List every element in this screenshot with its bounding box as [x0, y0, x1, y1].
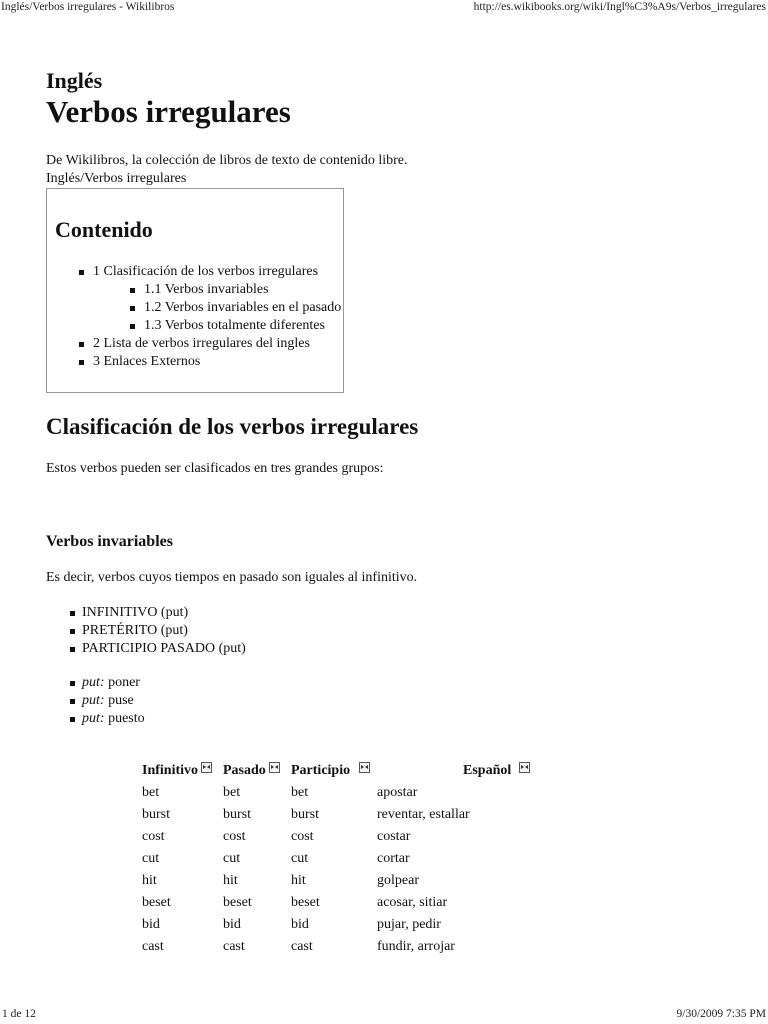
- table-cell: fundir, arrojar: [377, 939, 455, 954]
- list-item: PRETÉRITO (put): [70, 622, 246, 640]
- toc-item-1[interactable]: [79, 263, 341, 335]
- table-row: [142, 892, 547, 914]
- table-cell: cast: [142, 939, 164, 954]
- toc-list: [79, 263, 341, 371]
- document-title: Inglés/Verbos irregulares - Wikilibros: [1, 1, 175, 13]
- print-footer: [0, 1008, 768, 1024]
- table-row: [142, 848, 547, 870]
- sort-icon[interactable]: [269, 762, 280, 773]
- toc-title: Contenido: [55, 217, 153, 242]
- table-cell: burst: [291, 807, 319, 822]
- verb-forms-list: [70, 604, 246, 658]
- column-header-label: Participio: [291, 762, 351, 778]
- table-row: [142, 804, 547, 826]
- table-cell: acosar, sitiar: [377, 895, 448, 910]
- table-cell: bid: [142, 917, 160, 932]
- table-row: [142, 826, 547, 848]
- term: put:: [82, 711, 105, 726]
- table-cell: bid: [223, 917, 241, 932]
- section-intro: Estos verbos pueden ser clasificados en tres grandes grupos:: [46, 461, 384, 476]
- column-header-espanol[interactable]: [377, 758, 547, 782]
- toc-item-label[interactable]: 1.1 Verbos invariables: [144, 282, 269, 297]
- table-cell: beset: [142, 895, 171, 910]
- table-cell: burst: [223, 807, 251, 822]
- column-header-pasado[interactable]: [223, 758, 291, 782]
- term: put:: [82, 693, 105, 708]
- table-cell: cost: [142, 829, 165, 844]
- toc-item-3[interactable]: [79, 353, 341, 371]
- toc-item-label[interactable]: 1.3 Verbos totalmente diferentes: [144, 318, 325, 333]
- table-row: [142, 936, 547, 958]
- table-header-row: [142, 758, 547, 782]
- table-cell: apostar: [377, 785, 418, 800]
- list-item: [70, 692, 145, 710]
- list-item: [70, 710, 145, 728]
- translations-list: [70, 674, 145, 728]
- table-cell: reventar, estallar: [377, 807, 470, 822]
- column-header-label: Español: [463, 762, 512, 778]
- print-timestamp: 9/30/2009 7:35 PM: [676, 1008, 766, 1020]
- table-cell: hit: [223, 873, 238, 888]
- table-cell: cost: [291, 829, 314, 844]
- toc-item-label[interactable]: 3 Enlaces Externos: [93, 354, 201, 369]
- toc-item-1-1[interactable]: [130, 281, 341, 299]
- table-cell: cast: [223, 939, 245, 954]
- meaning: poner: [104, 675, 140, 690]
- table-cell: bid: [291, 917, 309, 932]
- table-cell: cast: [291, 939, 313, 954]
- table-cell: pujar, pedir: [377, 917, 441, 932]
- meaning: puse: [104, 693, 134, 708]
- table-cell: golpear: [377, 873, 419, 888]
- table-cell: cut: [142, 851, 160, 866]
- table-cell: costar: [377, 829, 411, 844]
- column-header-label: Infinitivo: [142, 762, 199, 778]
- table-cell: cost: [223, 829, 246, 844]
- table-cell: hit: [291, 873, 306, 888]
- toc-item-2[interactable]: [79, 335, 341, 353]
- list-item: PARTICIPIO PASADO (put): [70, 640, 246, 658]
- term: put:: [82, 675, 105, 690]
- site-sub-text: De Wikilibros, la colección de libros de texto de contenido libre.: [46, 153, 408, 168]
- table-cell: cut: [223, 851, 241, 866]
- table-cell: cortar: [377, 851, 410, 866]
- toc-item-1-3[interactable]: [130, 317, 341, 335]
- verbs-table: [142, 758, 547, 958]
- table-row: [142, 782, 547, 804]
- meaning: puesto: [104, 711, 145, 726]
- site-subtitle: [46, 152, 408, 188]
- column-header-infinitivo[interactable]: [142, 758, 223, 782]
- toc-item-1-2[interactable]: [130, 299, 341, 317]
- toc-item-label[interactable]: 1 Clasificación de los verbos irregulares: [93, 264, 319, 279]
- sort-icon[interactable]: [201, 762, 212, 773]
- table-cell: bet: [142, 785, 160, 800]
- toc-item-label[interactable]: 1.2 Verbos invariables en el pasado: [144, 300, 342, 315]
- table-row: [142, 914, 547, 936]
- column-header-label: Pasado: [223, 762, 266, 778]
- table-cell: burst: [142, 807, 170, 822]
- table-cell: cut: [291, 851, 309, 866]
- page-indicator: 1 de 12: [2, 1008, 36, 1020]
- sort-icon[interactable]: [519, 762, 530, 773]
- subsection-description: Es decir, verbos cuyos tiempos en pasado son iguales al infinitivo.: [46, 570, 418, 585]
- section-heading: Clasificación de los verbos irregulares: [46, 414, 419, 439]
- print-header: [0, 0, 768, 16]
- list-item: INFINITIVO (put): [70, 604, 246, 622]
- page-url: http://es.wikibooks.org/wiki/Ingl%C3%A9s/Verbos_irregulares: [473, 1, 766, 13]
- table-row: [142, 870, 547, 892]
- sort-icon[interactable]: [359, 762, 370, 773]
- list-item: [70, 674, 145, 692]
- table-cell: bet: [291, 785, 309, 800]
- column-header-participio[interactable]: [291, 758, 377, 782]
- toc-item-label[interactable]: 2 Lista de verbos irregulares del ingles: [93, 336, 310, 351]
- table-cell: beset: [223, 895, 252, 910]
- table-of-contents: [46, 188, 344, 393]
- page-title: Verbos irregulares: [46, 94, 291, 129]
- table-cell: hit: [142, 873, 157, 888]
- subsection-heading: Verbos invariables: [46, 533, 173, 550]
- book-title: Inglés: [46, 68, 103, 93]
- table-cell: beset: [291, 895, 320, 910]
- breadcrumb[interactable]: Inglés/Verbos irregulares: [46, 171, 187, 186]
- table-cell: bet: [223, 785, 241, 800]
